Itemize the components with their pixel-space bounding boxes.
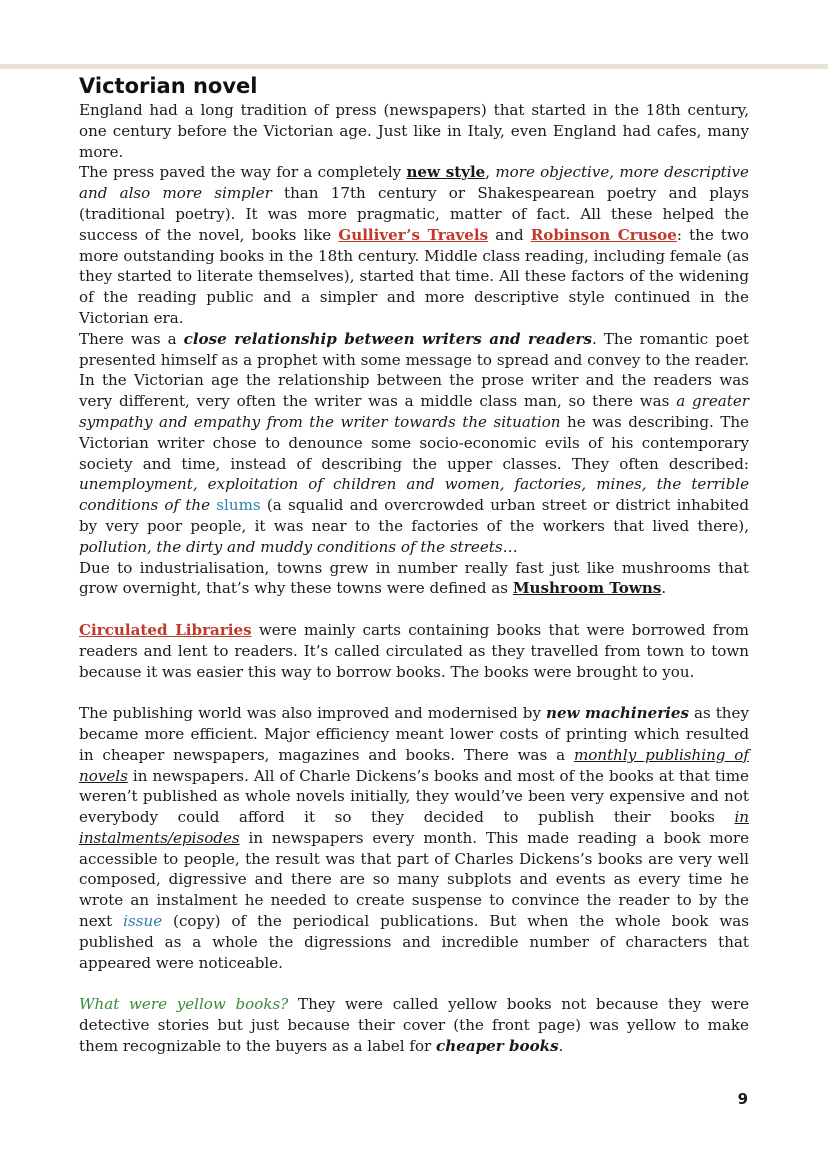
page-content (79, 73, 749, 1057)
gullivers-travels-link[interactable]: Gulliver’s Travels (338, 225, 489, 244)
paragraph-publishing (79, 703, 749, 973)
text-segment: as they became more efficient. Major efficiency meant lower costs of printing which resulted in cheaper newspapers, magazines and books. There was a (79, 704, 749, 764)
paragraph-mushroom-towns (79, 558, 749, 600)
text-segment: Due to industrialisation, towns grew in number really fast just like mushrooms that grow overnight, that’s why these towns were defined as (79, 558, 749, 598)
text-segment: The press paved the way for a completely (79, 163, 407, 182)
paragraph-gap (79, 682, 749, 703)
mushroom-towns-term: Mushroom Towns (512, 579, 662, 598)
text-segment: and (488, 225, 531, 244)
top-divider (0, 64, 828, 69)
text-segment: in newspapers every month. This made reading a book more accessible to people, the result was that part of Charles Dickens’s books are very well composed, digressive and there are so many subplots and events as every time he wrote an instalment he needed to create suspense to convince the reader to by the next (79, 828, 749, 931)
text-segment: (copy) of the periodical publications. But when the whole book was published as a whole the digressions and incredible number of characters that appeared were noticeable. (79, 912, 750, 972)
new-style-term: new style (406, 163, 486, 182)
text-segment: . The romantic poet presented himself as a prophet with some message to spread and convey to the reader. In the Victorian age the relationship between the prose writer and the readers was very different, very often the writer was a middle class man, so there was (79, 329, 749, 411)
slums-term: slums (216, 496, 261, 515)
paragraph-gap (79, 973, 749, 994)
paragraph-circulated-libraries (79, 620, 749, 682)
text-segment: , (485, 163, 496, 182)
text-segment: he was describing. The Victorian writer chose to denounce some socio-economic evils of his contemporary society and time, instead of describing the upper classes. They often described: (79, 412, 749, 473)
circulated-libraries-link[interactable]: Circulated Libraries (79, 620, 252, 639)
paragraph-gap (79, 599, 749, 620)
new-machineries-term: new machineries (545, 704, 690, 723)
text-segment: than 17th century or Shakespearean poetry and plays (traditional poetry). It was more pragmatic, matter of fact. All these helped the success of the novel, books like (79, 184, 749, 244)
sympathy-phrase: a greater sympathy and empathy from the writer towards the situation (79, 392, 749, 431)
pollution-phrase: pollution, the dirty and muddy conditions of the streets… (79, 537, 518, 556)
page-title: Victorian novel (79, 74, 258, 98)
paragraph-press-history: England had a long tradition of press (newspapers) that started in the 18th century, one century before the Victorian age. Just like in Italy, even England had cafes, many more. (79, 101, 749, 161)
robinson-crusoe-link[interactable]: Robinson Crusoe (530, 225, 677, 244)
page-number: 9 (737, 1090, 748, 1108)
text-segment: in newspapers. All of Charle Dickens’s books and most of the books at that time weren’t published as whole novels initially, they would’ve been very expensive and not everybody could afford it so they decided to publish their books (79, 766, 749, 827)
text-segment: The publishing world was also improved and modernised by (79, 704, 546, 723)
text-segment: There was a (79, 329, 184, 348)
text-segment: . (661, 579, 667, 598)
issue-term: issue (123, 912, 163, 931)
text-segment: : the two more outstanding books in the 18th century. Middle class reading, including female (as they started to literate themselves), started that time. All these factors of the widening of the reading public and a simpler and more descriptive style continued in the Victorian era. (79, 225, 749, 327)
text-segment: were mainly carts containing books that were borrowed from readers and lent to readers. It’s called circulated as they travelled from town to town because it was easier this way to borrow books. The books were brought to you. (79, 620, 749, 681)
paragraph-yellow-books (79, 994, 749, 1056)
cheaper-books-term: cheaper books (436, 1036, 559, 1055)
paragraph-writers-readers (79, 329, 749, 558)
style-description: more objective, more descriptive and also more simpler (79, 163, 749, 203)
monthly-publishing-term: monthly publishing of novels (79, 745, 749, 785)
text-segment: (a squalid and overcrowded urban street or district inhabited by very poor people, it was near to the factories of the workers that lived there), (79, 496, 749, 535)
text-segment: . (558, 1036, 564, 1055)
social-evils-list: unemployment, exploitation of children and women, factories, mines, the terrible conditions of the (79, 475, 749, 515)
yellow-books-question: What were yellow books? (79, 995, 289, 1014)
text-segment: They were called yellow books not because they were detective stories but just because their cover (the front page) was yellow to make them recognizable to the buyers as a label for (79, 995, 749, 1055)
instalments-term: in instalments/episodes (79, 808, 749, 847)
close-relationship-term: close relationship between writers and readers (183, 329, 592, 348)
paragraph-new-style (79, 162, 749, 328)
